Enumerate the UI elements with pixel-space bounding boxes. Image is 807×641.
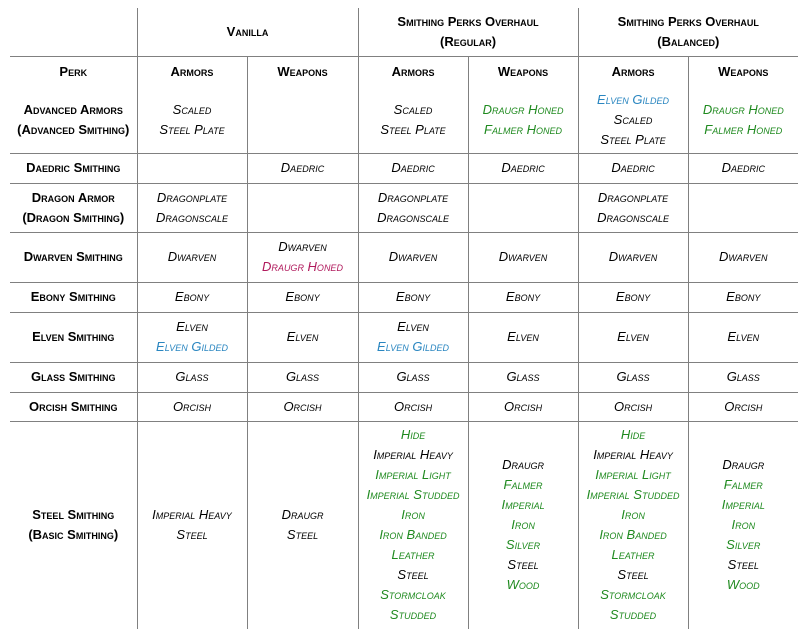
perk-name-line: Ebony Smithing [30, 289, 116, 304]
perk-name-cell [10, 312, 137, 362]
item-entry: Ebony [395, 289, 431, 304]
cell-vanilla-weapons [247, 282, 358, 312]
item-entry: Iron [731, 517, 756, 533]
table-row [10, 392, 798, 421]
item-entry: Steel [176, 527, 208, 543]
cell-balanced-armors [578, 282, 688, 312]
item-entry: Ebony [174, 289, 210, 304]
cell-regular-armors [358, 421, 468, 629]
item-entry: Orcish [283, 398, 322, 414]
item-entry: Draugr Honed [482, 101, 564, 117]
item-entry: Draugr [502, 457, 544, 473]
cell-vanilla-weapons [247, 392, 358, 421]
item-entry: Imperial Studded [366, 487, 460, 503]
cell-vanilla-weapons [247, 312, 358, 362]
cell-regular-weapons [468, 392, 578, 421]
item-entry: Elven [507, 329, 539, 344]
cell-vanilla-weapons [247, 183, 358, 232]
item-entry: Scaled [393, 101, 433, 117]
item-entry: Daedric [391, 160, 435, 175]
item-entry: Falmer [503, 477, 543, 493]
item-entry: Dwarven [388, 249, 438, 264]
table-row [10, 282, 798, 312]
item-entry: Elven Gilded [597, 91, 669, 107]
cell-regular-armors [358, 153, 468, 183]
cell-balanced-armors [578, 392, 688, 421]
item-entry: Elven [727, 329, 760, 344]
cell-balanced-armors [578, 312, 688, 362]
item-entry: Dragonscale [377, 209, 449, 225]
column-header-armors: Armors [137, 56, 247, 87]
item-entry: Imperial [501, 497, 545, 513]
cell-regular-weapons [468, 421, 578, 629]
cell-regular-weapons [468, 312, 578, 362]
item-entry: Hide [400, 427, 426, 443]
item-entry: Dragonscale [156, 209, 228, 225]
item-entry: Steel Plate [600, 131, 666, 147]
item-entry: Iron Banded [379, 527, 447, 543]
cell-balanced-armors [578, 232, 688, 282]
item-entry: Ebony [285, 289, 320, 304]
item-entry: Elven [176, 319, 208, 334]
item-entry: Scaled [172, 101, 212, 117]
item-entry: Steel Plate [380, 121, 446, 137]
item-entry: Stormcloak [380, 587, 446, 603]
item-entry: Daedric [280, 160, 325, 175]
item-entry: Elven [286, 329, 319, 344]
cell-regular-armors [358, 282, 468, 312]
cell-vanilla-weapons [247, 421, 358, 629]
cell-regular-weapons [468, 232, 578, 282]
item-entry: Iron [401, 507, 425, 523]
item-entry: Draugr Honed [262, 259, 343, 274]
cell-vanilla-weapons [247, 362, 358, 392]
item-entry: Imperial [721, 497, 765, 513]
column-header-weapons: Weapons [468, 56, 578, 87]
cell-vanilla-armors [137, 183, 247, 232]
item-entry: Elven [397, 319, 429, 334]
perk-name-line: Elven Smithing [32, 329, 115, 344]
table-row [10, 362, 798, 392]
item-entry: Dragonplate [377, 189, 449, 205]
item-entry: Imperial Heavy [373, 447, 453, 463]
group-header-balanced [578, 8, 798, 56]
group-sublabel: (Balanced) [657, 33, 720, 49]
perk-name-cell [10, 392, 137, 421]
perk-name-line: Steel Smithing [32, 507, 115, 523]
item-entry: Steel [286, 527, 319, 543]
column-header-weapons: Weapons [688, 56, 798, 87]
item-entry: Elven [617, 329, 649, 344]
item-entry: Dwarven [718, 249, 768, 264]
perk-name-line: Orcish Smithing [29, 398, 118, 414]
item-entry: Imperial Heavy [152, 507, 232, 523]
cell-regular-weapons [468, 153, 578, 183]
column-header-perk: Perk [10, 56, 137, 87]
item-entry: Ebony [726, 289, 761, 304]
item-entry: Steel [507, 557, 539, 573]
perk-name-cell [10, 421, 137, 629]
perk-name-line: Daedric Smithing [26, 160, 121, 175]
item-entry: Steel [727, 557, 759, 573]
item-entry: Imperial Light [595, 467, 671, 483]
item-entry: Orcish [724, 398, 763, 414]
item-entry: Dwarven [278, 239, 327, 254]
cell-balanced-weapons [688, 392, 798, 421]
item-entry: Dwarven [498, 249, 548, 264]
item-entry: Elven Gilded [377, 339, 449, 354]
item-entry: Falmer Honed [484, 121, 562, 137]
cell-balanced-armors [578, 421, 688, 629]
item-entry: Studded [609, 607, 657, 623]
item-entry: Falmer [723, 477, 763, 493]
corner-cell [10, 8, 137, 56]
perk-name-cell [10, 87, 137, 153]
cell-vanilla-weapons [247, 232, 358, 282]
item-entry: Elven Gilded [156, 339, 228, 354]
item-entry: Draugr [281, 507, 324, 523]
cell-vanilla-armors [137, 232, 247, 282]
perk-name-line: Glass Smithing [31, 369, 116, 384]
item-entry: Hide [620, 427, 646, 443]
group-header-row [10, 8, 798, 56]
item-entry: Orcish [172, 398, 212, 414]
item-entry: Iron Banded [599, 527, 667, 543]
cell-balanced-armors [578, 362, 688, 392]
group-label: Smithing Perks Overhaul [397, 13, 539, 29]
item-entry: Ebony [505, 289, 541, 304]
perk-name-line: (Basic Smithing) [28, 527, 119, 543]
perk-name-cell [10, 232, 137, 282]
cell-balanced-weapons [688, 87, 798, 153]
item-entry: Steel Plate [159, 121, 225, 137]
table-row [10, 312, 798, 362]
cell-vanilla-weapons [247, 87, 358, 153]
cell-balanced-weapons [688, 312, 798, 362]
item-entry: Silver [726, 537, 761, 553]
group-sublabel: (Regular) [439, 33, 497, 49]
item-entry: Daedric [721, 160, 765, 175]
item-entry: Orcish [503, 398, 543, 414]
cell-vanilla-armors [137, 421, 247, 629]
cell-regular-weapons [468, 282, 578, 312]
table-row [10, 183, 798, 232]
table-body [10, 87, 798, 629]
item-entry: Daedric [501, 160, 545, 175]
perk-name-cell [10, 362, 137, 392]
cell-balanced-weapons [688, 362, 798, 392]
item-entry: Imperial Heavy [593, 447, 673, 463]
cell-balanced-weapons [688, 153, 798, 183]
item-entry: Dragonplate [156, 189, 228, 205]
item-entry: Iron [621, 507, 645, 523]
item-entry: Glass [285, 369, 320, 384]
item-entry: Glass [506, 369, 540, 384]
cell-balanced-weapons [688, 282, 798, 312]
table-row [10, 87, 798, 153]
item-entry: Glass [726, 369, 760, 384]
cell-vanilla-armors [137, 282, 247, 312]
cell-balanced-armors [578, 153, 688, 183]
item-entry: Dragonplate [597, 189, 669, 205]
item-entry: Scaled [613, 111, 653, 127]
item-entry: Wood [726, 577, 760, 593]
group-header-regular [358, 8, 578, 56]
item-entry: Dragonscale [597, 209, 669, 225]
group-label: Smithing Perks Overhaul [617, 13, 759, 29]
cell-vanilla-armors [137, 362, 247, 392]
perk-name-line: Dwarven Smithing [23, 249, 123, 264]
cell-vanilla-weapons [247, 153, 358, 183]
cell-balanced-weapons [688, 232, 798, 282]
item-entry: Studded [389, 607, 437, 623]
table-row [10, 153, 798, 183]
cell-regular-armors [358, 232, 468, 282]
cell-regular-armors [358, 87, 468, 153]
item-entry: Leather [611, 547, 655, 563]
cell-regular-armors [358, 362, 468, 392]
item-entry: Draugr Honed [702, 101, 784, 117]
item-entry: Glass [396, 369, 430, 384]
item-entry: Silver [505, 537, 541, 553]
item-entry: Stormcloak [600, 587, 666, 603]
cell-regular-armors [358, 312, 468, 362]
column-header-weapons: Weapons [247, 56, 358, 87]
group-header-vanilla [137, 8, 358, 56]
item-entry: Iron [511, 517, 535, 533]
item-entry: Imperial Studded [586, 487, 680, 503]
item-entry: Wood [506, 577, 540, 593]
cell-vanilla-armors [137, 153, 247, 183]
group-label: Vanilla [226, 23, 269, 39]
item-entry: Orcish [393, 398, 433, 414]
item-entry: Steel [397, 567, 429, 583]
cell-balanced-weapons [688, 421, 798, 629]
item-entry: Steel [617, 567, 649, 583]
table-row [10, 421, 798, 629]
column-header-armors: Armors [358, 56, 468, 87]
item-entry: Leather [391, 547, 435, 563]
perk-name-cell [10, 153, 137, 183]
perk-name-cell [10, 282, 137, 312]
item-entry: Dwarven [167, 249, 217, 264]
perk-name-line: Advanced Armors [23, 101, 123, 117]
cell-regular-armors [358, 392, 468, 421]
cell-balanced-armors [578, 183, 688, 232]
cell-regular-armors [358, 183, 468, 232]
cell-balanced-weapons [688, 183, 798, 232]
perk-name-cell [10, 183, 137, 232]
cell-regular-weapons [468, 183, 578, 232]
item-entry: Draugr [722, 457, 765, 473]
perk-name-line: (Dragon Smithing) [22, 209, 125, 225]
item-entry: Imperial Light [375, 467, 451, 483]
item-entry: Orcish [613, 398, 653, 414]
cell-vanilla-armors [137, 312, 247, 362]
column-header-armors: Armors [578, 56, 688, 87]
cell-regular-weapons [468, 362, 578, 392]
item-entry: Daedric [611, 160, 655, 175]
item-entry: Dwarven [608, 249, 658, 264]
perk-name-line: Dragon Armor [31, 189, 115, 205]
cell-regular-weapons [468, 87, 578, 153]
item-entry: Glass [175, 369, 209, 384]
cell-vanilla-armors [137, 392, 247, 421]
perk-comparison-table [10, 8, 798, 629]
table-row [10, 232, 798, 282]
item-entry: Glass [616, 369, 650, 384]
cell-vanilla-armors [137, 87, 247, 153]
item-entry: Ebony [615, 289, 651, 304]
perk-name-line: (Advanced Smithing) [17, 121, 130, 137]
item-entry: Falmer Honed [704, 121, 783, 137]
column-header-row [10, 56, 798, 87]
cell-balanced-armors [578, 87, 688, 153]
